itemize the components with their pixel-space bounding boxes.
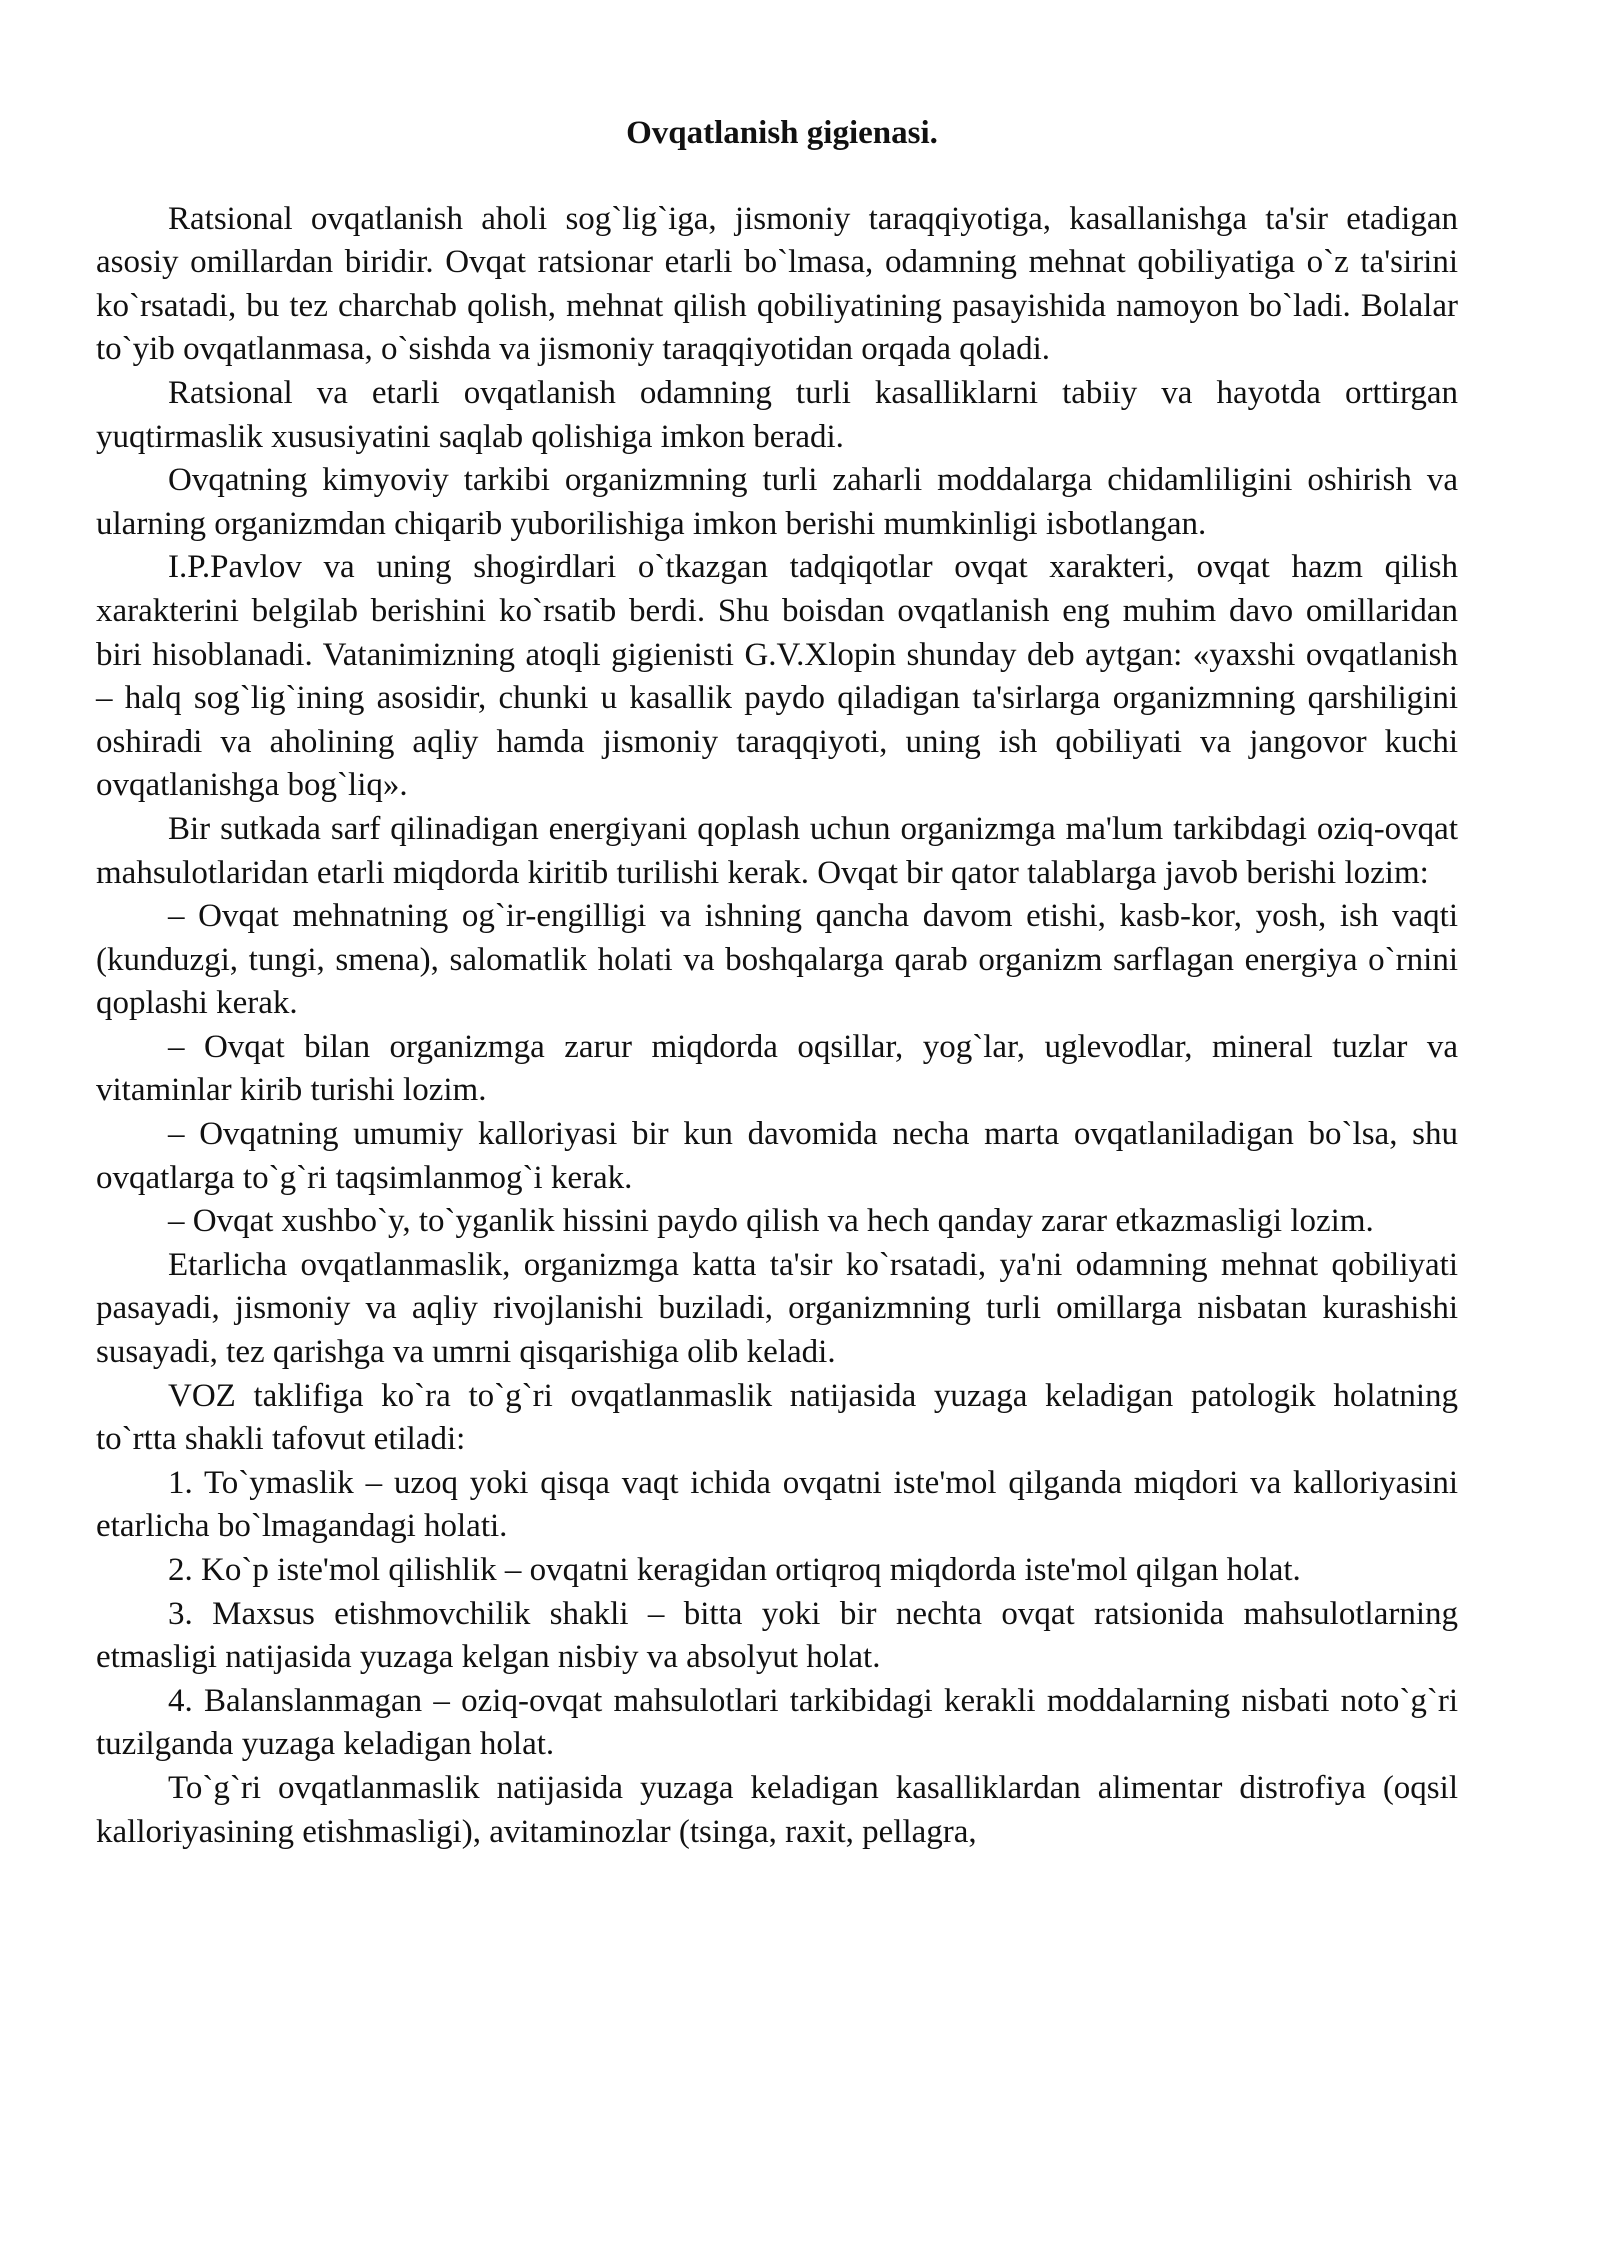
document-page (96, 112, 1458, 1854)
paragraph-diseases: To`g`ri ovqatlanmaslik natijasida yuzaga keladigan kasalliklardan alimentar distrofiya (oqsil kalloriyasining etishmasligi), avitaminozlar (tsinga, raxit, pellagra, (96, 1769, 1458, 1850)
paragraph-chemical-composition: Ovqatning kimyoviy tarkibi organizmning turli zaharli moddalarga chidamliligini oshirish va ularning organizmdan chiqarib yuborilishiga imkon berishi mumkinligi isbotlangan. (96, 462, 1458, 542)
paragraph-daily-energy: Bir sutkada sarf qilinadigan energiyani qoplash uchun organizmga ma'lum tarkibdagi oziq-ovqat mahsulotlaridan etarli miqdorda kiritib turilishi kerak. Ovqat bir qator talablarga javob berishi lozim: (96, 810, 1458, 891)
paragraph-pavlov: I.P.Pavlov va uning shogirdlari o`tkazgan tadqiqotlar ovqat xarakteri, ovqat hazm qilish xarakterini belgilab berishini ko`rsatib berdi. Shu boisdan ovqatlanish eng muhim davo omillaridan biri hisoblanadi. Vatanimizning atoqli gigienisti G.V.Xlopin shunday deb aytgan: «yaxshi ovqatlanish – halq sog`lig`ining asosidir, chunki u kasallik paydo qiladigan ta'sirlarga organizmning qarshiligini oshiradi va aholining aqliy hamda jismoniy taraqqiyoti, uning ish qobiliyati va jangovor kuchi ovqatlanishga bog`liq». (96, 549, 1458, 804)
numbered-item-undereating: 1. To`ymaslik – uzoq yoki qisqa vaqt ichida ovqatni iste'mol qilganda miqdori va kalloriyasini etarlicha bo`lmagandagi holati. (96, 1464, 1458, 1545)
list-item-nutrients: – Ovqat bilan organizmga zarur miqdorda oqsillar, yog`lar, uglevodlar, mineral tuzlar va vitaminlar kirib turishi lozim. (96, 1028, 1458, 1109)
numbered-item-unbalanced: 4. Balanslanmagan – oziq-ovqat mahsulotlari tarkibidagi kerakli moddalarning nisbati noto`g`ri tuzilganda yuzaga keladigan holat. (96, 1682, 1458, 1763)
list-item-calorie-distribution: – Ovqatning umumiy kalloriyasi bir kun davomida necha marta ovqatlaniladigan bo`lsa, shu ovqatlarga to`g`ri taqsimlanmog`i kerak. (96, 1116, 1458, 1196)
paragraph-who-forms: VOZ taklifiga ko`ra to`g`ri ovqatlanmaslik natijasida yuzaga keladigan patologik holatning to`rtta shakli tafovut etiladi: (96, 1377, 1458, 1458)
paragraph-rational-nutrition: Ratsional ovqatlanish aholi sog`lig`iga, jismoniy taraqqiyotiga, kasallanishga ta'sir etadigan asosiy omillardan biridir. Ovqat ratsionar etarli bo`lmasa, odamning mehnat qobiliyatiga o`z ta'sirini ko`rsatadi, bu tez charchab qolish, mehnat qilish qobiliyatining pasayishida namoyon bo`ladi. Bolalar to`yib ovqatlanmasa, o`sishda va jismoniy taraqqiyotidan orqada qoladi. (96, 200, 1458, 368)
numbered-item-specific-deficiency: 3. Maxsus etishmovchilik shakli – bitta yoki bir nechta ovqat ratsionida mahsulotlarning etmasligi natijasida yuzaga kelgan nisbiy va absolyut holat. (96, 1595, 1458, 1676)
numbered-item-overeating: 2. Ko`p iste'mol qilishlik – ovqatni keragidan ortiqroq miqdorda iste'mol qilgan holat. (168, 1552, 1301, 1588)
list-item-food-quality: – Ovqat xushbo`y, to`yganlik hissini paydo qilish va hech qanday zarar etkazmasligi lozim. (168, 1203, 1374, 1240)
paragraph-disease-resistance: Ratsional va etarli ovqatlanish odamning turli kasalliklarni tabiiy va hayotda orttirgan yuqtirmaslik xususiyatini saqlab qolishiga imkon beradi. (96, 374, 1458, 455)
document-title: Ovqatlanish gigienasi. (626, 115, 938, 151)
paragraph-undernutrition: Etarlicha ovqatlanmaslik, organizmga katta ta'sir ko`rsatadi, ya'ni odamning mehnat qobiliyati pasayadi, jismoniy va aqliy rivojlanishi buziladi, organizmning turli omillarga nisbatan kurashishi susayadi, tez qarishga va umrni qisqarishiga olib keladi. (96, 1246, 1458, 1371)
list-item-energy-replacement: – Ovqat mehnatning og`ir-engilligi va ishning qancha davom etishi, kasb-kor, yosh, ish vaqti (kunduzgi, tungi, smena), salomatlik holati va boshqalarga qarab organizm sarflagan energiya o`rnini qoplashi kerak. (96, 898, 1458, 1022)
